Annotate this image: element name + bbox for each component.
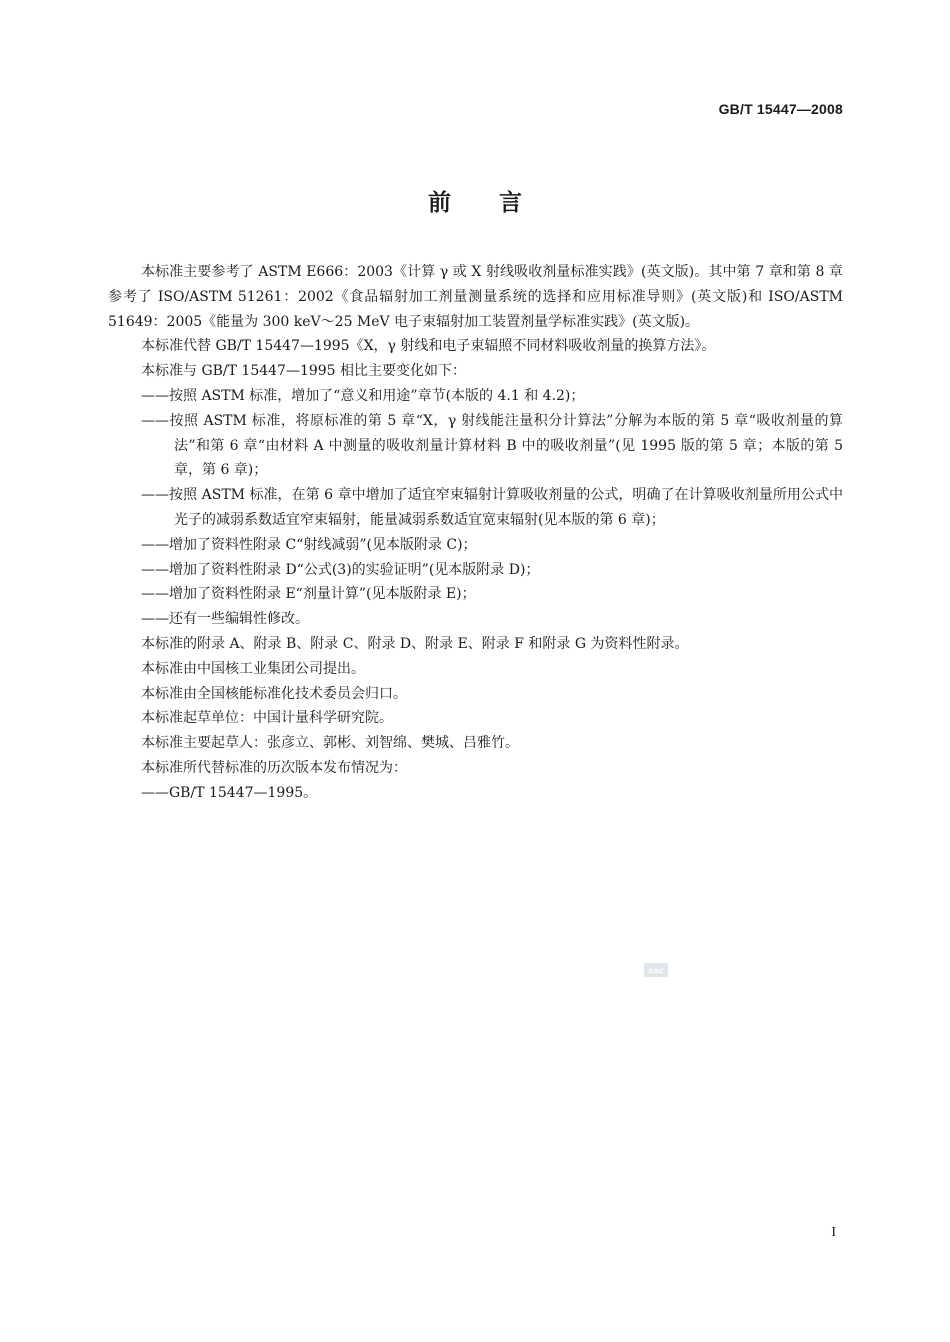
- page-title: 前言: [428, 190, 570, 216]
- committee-paragraph: 本标准由全国核能标准化技术委员会归口。: [141, 685, 407, 702]
- sac-watermark-logo: [643, 961, 669, 979]
- drafting-unit-paragraph: 本标准起草单位：中国计量科学研究院。: [141, 710, 393, 727]
- change-item: ——按照 ASTM 标准，增加了“意义和用途”章节(本版的 4.1 和 4.2)；: [141, 387, 585, 404]
- history-item: ——GB/T 15447—1995。: [141, 784, 318, 801]
- reference-paragraph: 本标准主要参考了 ASTM E666：2003《计算 γ 或 X 射线吸收剂量标准实践》(英文版)。其中第 7 章和第 8 章参考了 ISO/ASTM 51261：2002《食品辐射加工剂量测量系统的选择和应用标准导则》(英文版)和 ISO/ASTM 51649：2005《能量为 300 keV～25 MeV 电子束辐射加工装置剂量学标准实践》(英文版)。: [108, 264, 843, 330]
- history-intro: 本标准所代替标准的历次版本发布情况为：: [141, 759, 407, 776]
- changes-intro: 本标准与 GB/T 15447—1995 相比主要变化如下：: [141, 363, 467, 380]
- change-item: ——还有一些编辑性修改。: [141, 611, 309, 628]
- replacement-paragraph: 本标准代替 GB/T 15447—1995《X，γ 射线和电子束辐照不同材料吸收剂量的换算方法》。: [141, 338, 716, 355]
- standard-code: GB/T 15447—2008: [718, 101, 843, 117]
- svg-text:SAC: SAC: [648, 967, 664, 976]
- drafters-paragraph: 本标准主要起草人：张彦立、郭彬、刘智绵、樊城、吕雅竹。: [141, 735, 519, 752]
- change-item: ——增加了资料性附录 D“公式(3)的实验证明”(见本版附录 D)；: [141, 561, 540, 578]
- page-number: I: [831, 1225, 836, 1240]
- document-body: [108, 260, 843, 806]
- change-item: ——增加了资料性附录 C“射线减弱”(见本版附录 C)；: [141, 536, 477, 553]
- change-item: ——增加了资料性附录 E“剂量计算”(见本版附录 E)；: [141, 586, 476, 603]
- annex-paragraph: 本标准的附录 A、附录 B、附录 C、附录 D、附录 E、附录 F 和附录 G 为资料性附录。: [141, 635, 689, 652]
- change-item: ——按照 ASTM 标准，将原标准的第 5 章“X，γ 射线能注量积分计算法”分解为本版的第 5 章“吸收剂量的算法”和第 6 章“由材料 A 中测量的吸收剂量计算材料 B 中的吸收剂量”(见 1995 版的第 5 章；本版的第 5 章，第 6 章)；: [141, 412, 843, 479]
- proposer-paragraph: 本标准由中国核工业集团公司提出。: [141, 660, 365, 677]
- change-item: ——按照 ASTM 标准，在第 6 章中增加了适宜窄束辐射计算吸收剂量的公式，明确了在计算吸收剂量所用公式中光子的减弱系数适宜窄束辐射，能量减弱系数适宜宽束辐射(见本版的第 6 章)；: [141, 487, 843, 528]
